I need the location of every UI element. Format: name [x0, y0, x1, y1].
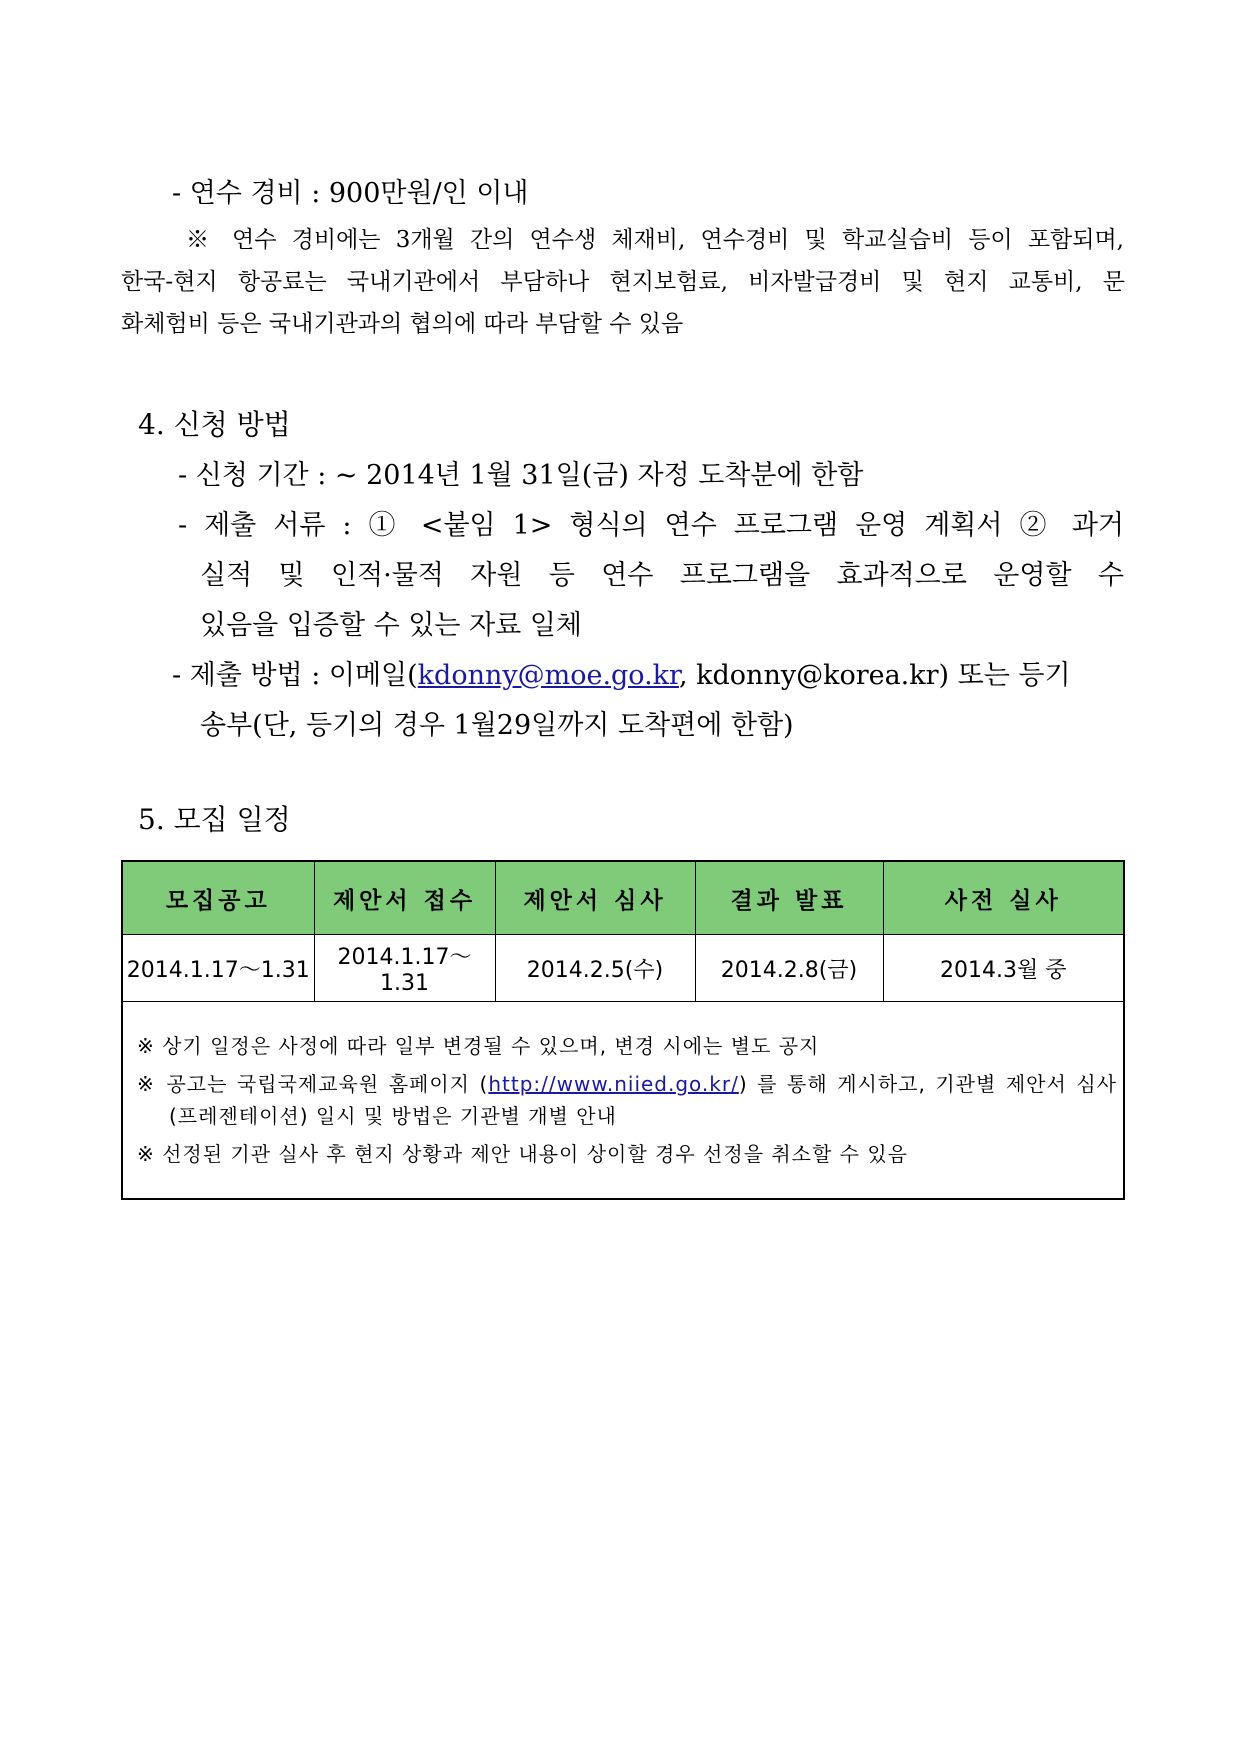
schedule-note-3: ※ 선정된 기관 실사 후 현지 상황과 제안 내용이 상이할 경우 선정을 취소할 수 있음 [137, 1142, 909, 1166]
expense-note-line-2: 한국-현지 항공료는 국내기관에서 부담하나 현지보험료, 비자발급경비 및 현지 교통비, 문 [121, 269, 1125, 295]
schedule-date-cell: 2014.2.5(수) [495, 935, 695, 1002]
schedule-header-row [123, 862, 1123, 935]
schedule-header-cell: 결과 발표 [695, 862, 883, 935]
schedule-header-cell: 제안서 심사 [495, 862, 695, 935]
schedule-date-cell: 2014.3월 중 [883, 935, 1123, 1002]
schedule-note-2-suffix: ) 를 통해 게시하고, 기관별 제안서 심사(프레젠테이션) 일시 및 방법은 기관별 개별 안내 [169, 1072, 1117, 1128]
submission-method-suffix: , kdonny@korea.kr) 또는 등기 [678, 660, 1071, 691]
expense-line: - 연수 경비 : 900만원/인 이내 [172, 178, 529, 209]
section-4-heading: 4. 신청 방법 [138, 408, 291, 441]
schedule-header-cell: 사전 실사 [883, 862, 1123, 935]
schedule-note-2 [137, 1068, 1117, 1132]
application-period: - 신청 기간 : ~ 2014년 1월 31일(금) 자정 도착분에 한함 [178, 460, 864, 491]
submission-email-link[interactable]: kdonny@moe.go.kr [417, 660, 679, 691]
schedule-note-1: ※ 상기 일정은 사정에 따라 일부 변경될 수 있으며, 변경 시에는 별도 공지 [137, 1034, 820, 1058]
schedule-header-cell: 모집공고 [123, 862, 314, 935]
submission-method-prefix: - 제출 방법 : 이메일( [172, 660, 418, 691]
submission-method-line-2: 송부(단, 등기의 경우 1월29일까지 도착편에 한함) [200, 710, 794, 741]
schedule-notes [123, 1002, 1123, 1198]
documents-line-3: 있음을 입증할 수 있는 자료 일체 [200, 610, 582, 641]
schedule-note-2-prefix: ※ 공고는 국립국제교육원 홈페이지 ( [137, 1072, 489, 1096]
documents-line-1: - 제출 서류 : ① <붙임 1> 형식의 연수 프로그램 운영 계획서 ② 과거 [178, 510, 1124, 541]
schedule-header-cell: 제안서 접수 [314, 862, 495, 935]
niied-homepage-link[interactable]: http://www.niied.go.kr/ [488, 1072, 739, 1096]
schedule-date-cell: 2014.2.8(금) [695, 935, 883, 1002]
schedule-table [121, 860, 1125, 1200]
expense-note-line-3: 화체험비 등은 국내기관과의 협의에 따라 부담할 수 있음 [121, 311, 684, 337]
section-5-heading: 5. 모집 일정 [138, 803, 291, 836]
schedule-date-cell: 2014.1.17～1.31 [314, 935, 495, 1002]
expense-note-line-1: ※ 연수 경비에는 3개월 간의 연수생 체재비, 연수경비 및 학교실습비 등이 포함되며, [186, 227, 1124, 253]
schedule-date-row [123, 935, 1123, 1002]
schedule-date-cell: 2014.1.17～1.31 [123, 935, 314, 1002]
documents-line-2: 실적 및 인적·물적 자원 등 연수 프로그램을 효과적으로 운영할 수 [200, 560, 1124, 591]
submission-method-line-1 [172, 656, 1071, 696]
